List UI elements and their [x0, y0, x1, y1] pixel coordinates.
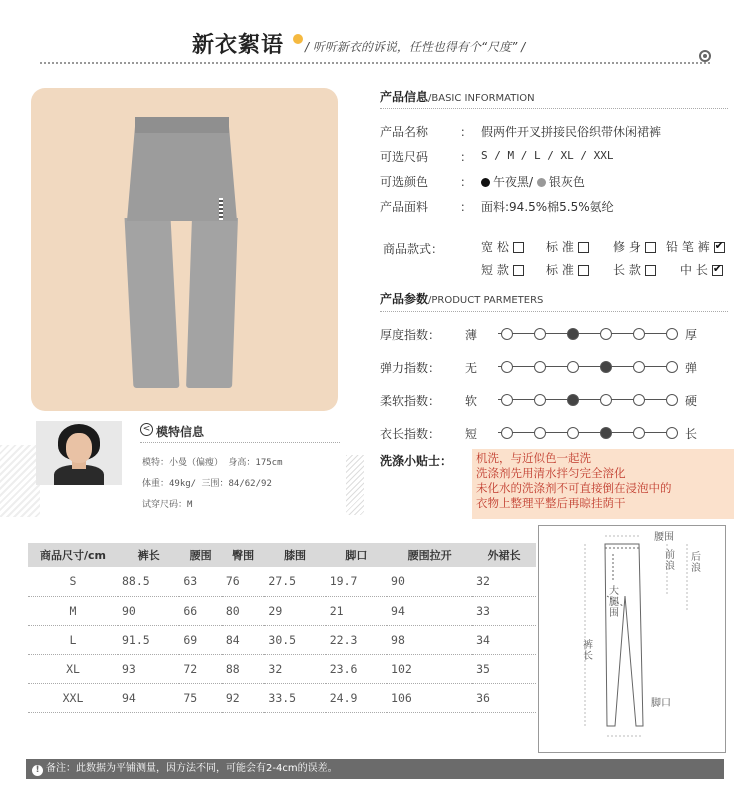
- param-scale-node: [666, 328, 678, 340]
- param-scale-node: [501, 427, 513, 439]
- param-label: 柔软指数：: [380, 394, 441, 408]
- table-header-cell: 商品尺寸/cm: [28, 543, 118, 567]
- table-row: [28, 625, 536, 654]
- size-value-cell: 84: [222, 625, 265, 654]
- param-scale-node-selected: [567, 394, 579, 406]
- option-label: 标 准: [546, 263, 574, 277]
- param-max-label: 长: [685, 427, 698, 441]
- params-title: 产品参数: [380, 292, 429, 306]
- model-face: [66, 433, 92, 463]
- param-scale-node: [666, 427, 678, 439]
- size-value-cell: 92: [222, 683, 265, 712]
- param-scale-node: [534, 361, 546, 373]
- basic-info-title-en: /BASIC INFORMATION: [428, 93, 535, 104]
- param-label: 衣长指数：: [380, 427, 441, 441]
- option-label: 标 准: [546, 240, 574, 254]
- wash-tip: 洗涤剂先用清水拌匀完全溶化: [476, 466, 626, 480]
- size-value-cell: 72: [179, 654, 222, 683]
- size-value-cell: 80: [222, 596, 265, 625]
- size-value-cell: 21: [326, 596, 387, 625]
- size-value-cell: 32: [264, 654, 325, 683]
- table-header-cell: 腰围: [179, 543, 222, 567]
- size-value-cell: 34: [472, 625, 536, 654]
- checkbox: [578, 265, 589, 276]
- size-value-cell: 24.9: [326, 683, 387, 712]
- pants-right-leg: [186, 218, 238, 388]
- tagline: / 听听新衣的诉说，任性也得有个“尺度” /: [305, 40, 526, 54]
- size-name-cell: XL: [28, 654, 118, 683]
- fabric-value: 面料:94.5%棉5.5%氨纶: [481, 200, 614, 214]
- param-scale-node: [501, 394, 513, 406]
- size-value-cell: 29: [264, 596, 325, 625]
- option-label: 长 款: [613, 263, 641, 277]
- table-header-cell: 膝围: [264, 543, 325, 567]
- waist-label: 腰围: [654, 532, 674, 543]
- param-scale-node: [534, 427, 546, 439]
- pants-left-leg: [125, 218, 180, 388]
- param-scale-node: [633, 328, 645, 340]
- hem-label: 脚口: [651, 698, 671, 709]
- length-label: 裤长: [583, 640, 593, 662]
- model-fit-size: 试穿尺码：M: [142, 500, 193, 510]
- decorative-pattern: [346, 455, 364, 515]
- style-option-loose: [481, 238, 524, 255]
- table-row: [28, 567, 536, 596]
- checkbox: [578, 242, 589, 253]
- size-value-cell: 69: [179, 625, 222, 654]
- size-value-cell: 98: [387, 625, 472, 654]
- info-icon: !: [32, 765, 43, 776]
- pants-outline: [605, 544, 643, 726]
- size-value-cell: 22.3: [326, 625, 387, 654]
- option-label: 短 款: [481, 263, 509, 277]
- option-label: 宽 松: [481, 240, 509, 254]
- size-value-cell: 91.5: [118, 625, 179, 654]
- param-scale-node: [534, 328, 546, 340]
- size-value-cell: 33.5: [264, 683, 325, 712]
- table-row: [28, 654, 536, 683]
- option-label: 修 身: [613, 240, 641, 254]
- param-label: 弹力指数：: [380, 361, 441, 375]
- wash-tips-label: 洗涤小贴士：: [380, 454, 453, 468]
- product-name-value: 假两件开叉拼接民俗织带休闲裙裤: [481, 125, 662, 139]
- pants-waistband: [135, 117, 229, 133]
- size-value-cell: 33: [472, 596, 536, 625]
- sizes-label: 可选尺码: [380, 150, 429, 164]
- colors-value: [481, 173, 585, 190]
- checkbox: [645, 242, 656, 253]
- table-row: [28, 596, 536, 625]
- checkbox: [513, 265, 524, 276]
- param-min-label: 软: [465, 394, 478, 408]
- param-min-label: 短: [465, 427, 478, 441]
- style-option-short: [481, 261, 524, 278]
- footer-text: 备注：此数据为平铺测量，因方法不同，可能会有2-4cm的误差。: [46, 763, 338, 774]
- param-scale-node: [600, 394, 612, 406]
- table-header-cell: 脚口: [326, 543, 387, 567]
- size-name-cell: M: [28, 596, 118, 625]
- param-scale-node: [666, 394, 678, 406]
- colon: ：: [460, 200, 473, 214]
- style-option-standard: [546, 238, 589, 255]
- wash-tip: 衣物上整理平整后再晾挂荫干: [476, 496, 626, 510]
- table-header-cell: 裤长: [118, 543, 179, 567]
- size-value-cell: 90: [387, 567, 472, 596]
- table-header-cell: 臀围: [222, 543, 265, 567]
- param-scale-node: [633, 427, 645, 439]
- back-rise-label: 后浪: [691, 552, 701, 574]
- size-value-cell: 36: [472, 683, 536, 712]
- size-value-cell: 76: [222, 567, 265, 596]
- color-black-label: 午夜黑/: [493, 175, 534, 189]
- option-label: 铅 笔 裤: [666, 240, 710, 254]
- black-swatch-icon: [481, 178, 490, 187]
- param-scale-node: [567, 361, 579, 373]
- size-name-cell: XXL: [28, 683, 118, 712]
- param-scale-node: [600, 328, 612, 340]
- brand-title: 新衣絮语: [192, 32, 285, 58]
- size-value-cell: 94: [118, 683, 179, 712]
- sizes-value: S / M / L / XL / XXL: [481, 149, 614, 162]
- size-value-cell: 88.5: [118, 567, 179, 596]
- size-value-cell: 23.6: [326, 654, 387, 683]
- colon: ：: [460, 175, 473, 189]
- size-value-cell: 102: [387, 654, 472, 683]
- size-name-cell: S: [28, 567, 118, 596]
- size-table-header: [28, 543, 536, 567]
- param-scale-node-selected: [600, 361, 612, 373]
- decorative-pattern: [0, 445, 40, 517]
- param-scale: [498, 394, 666, 406]
- colon: ：: [460, 125, 473, 139]
- param-min-label: 无: [465, 361, 478, 375]
- param-scale: [498, 328, 666, 340]
- checkbox: [513, 242, 524, 253]
- basic-info-heading: [380, 88, 535, 105]
- style-label-text: 商品款式: [383, 242, 432, 256]
- table-header-cell: 外裙长: [472, 543, 536, 567]
- size-value-cell: 88: [222, 654, 265, 683]
- model-divider: [140, 442, 340, 443]
- size-value-cell: 106: [387, 683, 472, 712]
- arrow-left-icon: <: [140, 423, 153, 436]
- params-title-en: /PRODUCT PARMETERS: [428, 295, 544, 306]
- wash-tip: 机洗，与近似色一起洗: [476, 451, 591, 465]
- style-option-slim: [613, 238, 656, 255]
- param-scale-node: [633, 394, 645, 406]
- size-value-cell: 94: [387, 596, 472, 625]
- footer-note: [26, 759, 724, 779]
- param-max-label: 厚: [685, 328, 698, 342]
- param-scale-node-selected: [567, 328, 579, 340]
- style-option-pencil: [666, 238, 725, 255]
- brand-dot: [293, 34, 303, 44]
- brand-logo-icon: [699, 50, 711, 62]
- param-scale-node: [633, 361, 645, 373]
- basic-info-title: 产品信息: [380, 90, 429, 104]
- params-divider: [380, 311, 728, 312]
- param-label: 厚度指数：: [380, 328, 441, 342]
- size-value-cell: 35: [472, 654, 536, 683]
- param-max-label: 硬: [685, 394, 698, 408]
- model-info-title: 模特信息: [156, 425, 205, 439]
- size-value-cell: 63: [179, 567, 222, 596]
- size-name-cell: L: [28, 625, 118, 654]
- param-scale-node: [666, 361, 678, 373]
- size-value-cell: 32: [472, 567, 536, 596]
- model-measurements: 体重：49kg/ 三围：84/62/92: [142, 479, 272, 489]
- param-scale-node: [534, 394, 546, 406]
- product-photo: [31, 88, 338, 411]
- colon: ：: [460, 150, 473, 164]
- table-header-cell: 腰围拉开: [387, 543, 472, 567]
- param-scale: [498, 427, 666, 439]
- param-scale-node: [501, 328, 513, 340]
- gray-swatch-icon: [537, 178, 546, 187]
- params-heading: [380, 290, 543, 307]
- wash-tip: 未化水的洗涤剂不可直接倒在浸泡中的: [476, 481, 672, 495]
- size-table-body: [28, 567, 536, 712]
- table-row: [28, 683, 536, 712]
- style-option-mid: [680, 261, 723, 278]
- style-label: 商品款式：: [383, 242, 444, 256]
- model-height: 模特：小曼（偏瘦） 身高：175cm: [142, 458, 283, 468]
- basic-info-divider: [380, 108, 728, 109]
- pants-trim-detail: [219, 198, 223, 220]
- color-gray-label: 银灰色: [548, 175, 585, 189]
- size-value-cell: 19.7: [326, 567, 387, 596]
- front-rise-label: 前浪: [665, 550, 675, 572]
- param-min-label: 薄: [465, 328, 478, 342]
- param-scale-node: [567, 427, 579, 439]
- checkbox: [645, 265, 656, 276]
- thigh-label: 大腿围: [609, 586, 619, 619]
- param-scale-node-selected: [600, 427, 612, 439]
- param-scale-node: [501, 361, 513, 373]
- style-option-standard-length: [546, 261, 589, 278]
- size-value-cell: 66: [179, 596, 222, 625]
- fabric-label: 产品面料: [380, 200, 429, 214]
- pants-measurement-diagram: [538, 525, 726, 753]
- size-value-cell: 75: [179, 683, 222, 712]
- model-photo: [36, 421, 122, 485]
- size-value-cell: 30.5: [264, 625, 325, 654]
- checkbox-checked-icon: [714, 242, 725, 253]
- style-option-long: [613, 261, 656, 278]
- checkbox-checked-icon: [712, 265, 723, 276]
- colors-label: 可选颜色: [380, 175, 429, 189]
- param-max-label: 弹: [685, 361, 698, 375]
- option-label: 中 长: [680, 263, 708, 277]
- header-divider: [40, 62, 710, 64]
- wash-tips-box: [472, 449, 734, 519]
- size-value-cell: 90: [118, 596, 179, 625]
- size-value-cell: 93: [118, 654, 179, 683]
- param-scale: [498, 361, 666, 373]
- size-value-cell: 27.5: [264, 567, 325, 596]
- size-table: [28, 543, 536, 713]
- product-name-label: 产品名称: [380, 125, 429, 139]
